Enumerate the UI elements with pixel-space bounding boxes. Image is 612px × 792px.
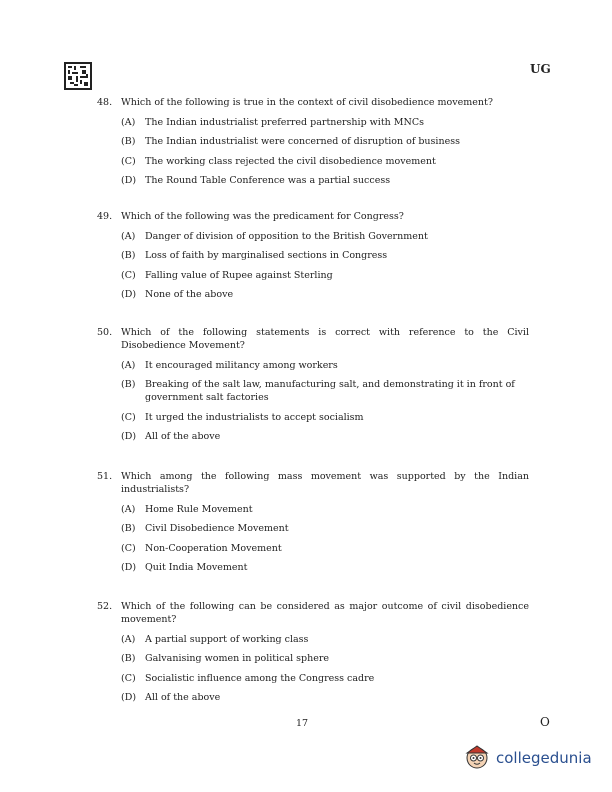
question-49 bbox=[97, 210, 529, 301]
question-51 bbox=[97, 470, 529, 574]
option-label: (B) bbox=[121, 523, 136, 534]
option-label: (A) bbox=[121, 633, 136, 645]
option-b bbox=[121, 378, 529, 404]
option-b bbox=[121, 522, 529, 535]
option-label: (D) bbox=[121, 175, 137, 186]
option-label: (C) bbox=[121, 672, 136, 684]
option-c bbox=[121, 542, 529, 555]
question-50 bbox=[97, 326, 529, 443]
option-a bbox=[121, 633, 529, 646]
option-text: Danger of division of opposition to the British Government bbox=[145, 230, 428, 242]
option-text: Non-Cooperation Movement bbox=[145, 542, 282, 554]
option-text: Breaking of the salt law, manufacturing salt, and demonstrating it in front of government salt factories bbox=[145, 379, 515, 403]
option-label: (B) bbox=[121, 379, 136, 390]
option-label: (A) bbox=[121, 503, 136, 515]
question-number: 52. bbox=[97, 601, 113, 612]
option-text: All of the above bbox=[145, 431, 221, 442]
option-label: (D) bbox=[121, 692, 137, 703]
option-label: (A) bbox=[121, 116, 136, 128]
option-label: (C) bbox=[121, 269, 136, 281]
option-b bbox=[121, 249, 529, 262]
brand-logo bbox=[462, 741, 592, 775]
option-d bbox=[121, 691, 529, 704]
option-d bbox=[121, 288, 529, 301]
option-b bbox=[121, 652, 529, 665]
option-text: The Indian industrialist preferred partnership with MNCs bbox=[145, 116, 424, 128]
option-label: (B) bbox=[121, 653, 136, 664]
option-text: It urged the industrialists to accept socialism bbox=[145, 411, 364, 423]
option-text: The Round Table Conference was a partial success bbox=[145, 175, 391, 186]
question-text: Which of the following is true in the context of civil disobedience movement? bbox=[121, 97, 493, 108]
option-text: The Indian industrialist were concerned of disruption of business bbox=[145, 136, 460, 147]
question-text: Which of the following statements is correct with reference to the Civil Disobedience Movement? bbox=[121, 327, 529, 351]
option-label: (C) bbox=[121, 411, 136, 423]
option-text: The working class rejected the civil disobedience movement bbox=[145, 155, 436, 167]
option-text: None of the above bbox=[145, 289, 234, 300]
option-label: (B) bbox=[121, 136, 136, 147]
question-text: Which of the following was the predicament for Congress? bbox=[121, 211, 404, 222]
question-number: 51. bbox=[97, 471, 113, 482]
option-label: (C) bbox=[121, 542, 136, 554]
option-a bbox=[121, 503, 529, 516]
question-number: 50. bbox=[97, 327, 113, 338]
option-b bbox=[121, 135, 529, 148]
question-number: 48. bbox=[97, 97, 113, 108]
option-text: All of the above bbox=[145, 692, 221, 703]
option-c bbox=[121, 269, 529, 282]
question-text: Which of the following can be considered as major outcome of civil disobedience movement? bbox=[121, 601, 529, 625]
qr-code bbox=[64, 62, 92, 90]
question-text: Which among the following mass movement was supported by the Indian industrialists? bbox=[121, 471, 529, 495]
option-label: (B) bbox=[121, 250, 136, 261]
mascot-icon bbox=[462, 741, 492, 775]
option-c bbox=[121, 411, 529, 424]
option-text: Home Rule Movement bbox=[145, 503, 253, 515]
option-label: (D) bbox=[121, 431, 137, 442]
option-text: A partial support of working class bbox=[145, 633, 309, 645]
option-label: (D) bbox=[121, 562, 137, 573]
option-label: (C) bbox=[121, 155, 136, 167]
option-text: Galvanising women in political sphere bbox=[145, 653, 330, 664]
brand-name: collegedunia bbox=[496, 749, 592, 767]
option-text: Socialistic influence among the Congress cadre bbox=[145, 672, 375, 684]
option-text: Loss of faith by marginalised sections in Congress bbox=[145, 250, 388, 261]
question-48 bbox=[97, 96, 529, 187]
question-52 bbox=[97, 600, 529, 704]
page-number: 17 bbox=[296, 718, 309, 729]
option-a bbox=[121, 230, 529, 243]
paper-code: UG bbox=[530, 62, 551, 76]
option-d bbox=[121, 430, 529, 443]
question-number: 49. bbox=[97, 211, 113, 222]
option-text: Falling value of Rupee against Sterling bbox=[145, 269, 333, 281]
option-c bbox=[121, 672, 529, 685]
option-text: It encouraged militancy among workers bbox=[145, 359, 338, 371]
option-label: (D) bbox=[121, 289, 137, 300]
option-c bbox=[121, 155, 529, 168]
option-text: Quit India Movement bbox=[145, 562, 248, 573]
option-d bbox=[121, 174, 529, 187]
option-a bbox=[121, 359, 529, 372]
series-code: O bbox=[540, 715, 550, 729]
option-text: Civil Disobedience Movement bbox=[145, 523, 289, 534]
option-a bbox=[121, 116, 529, 129]
option-label: (A) bbox=[121, 230, 136, 242]
option-label: (A) bbox=[121, 359, 136, 371]
option-d bbox=[121, 561, 529, 574]
